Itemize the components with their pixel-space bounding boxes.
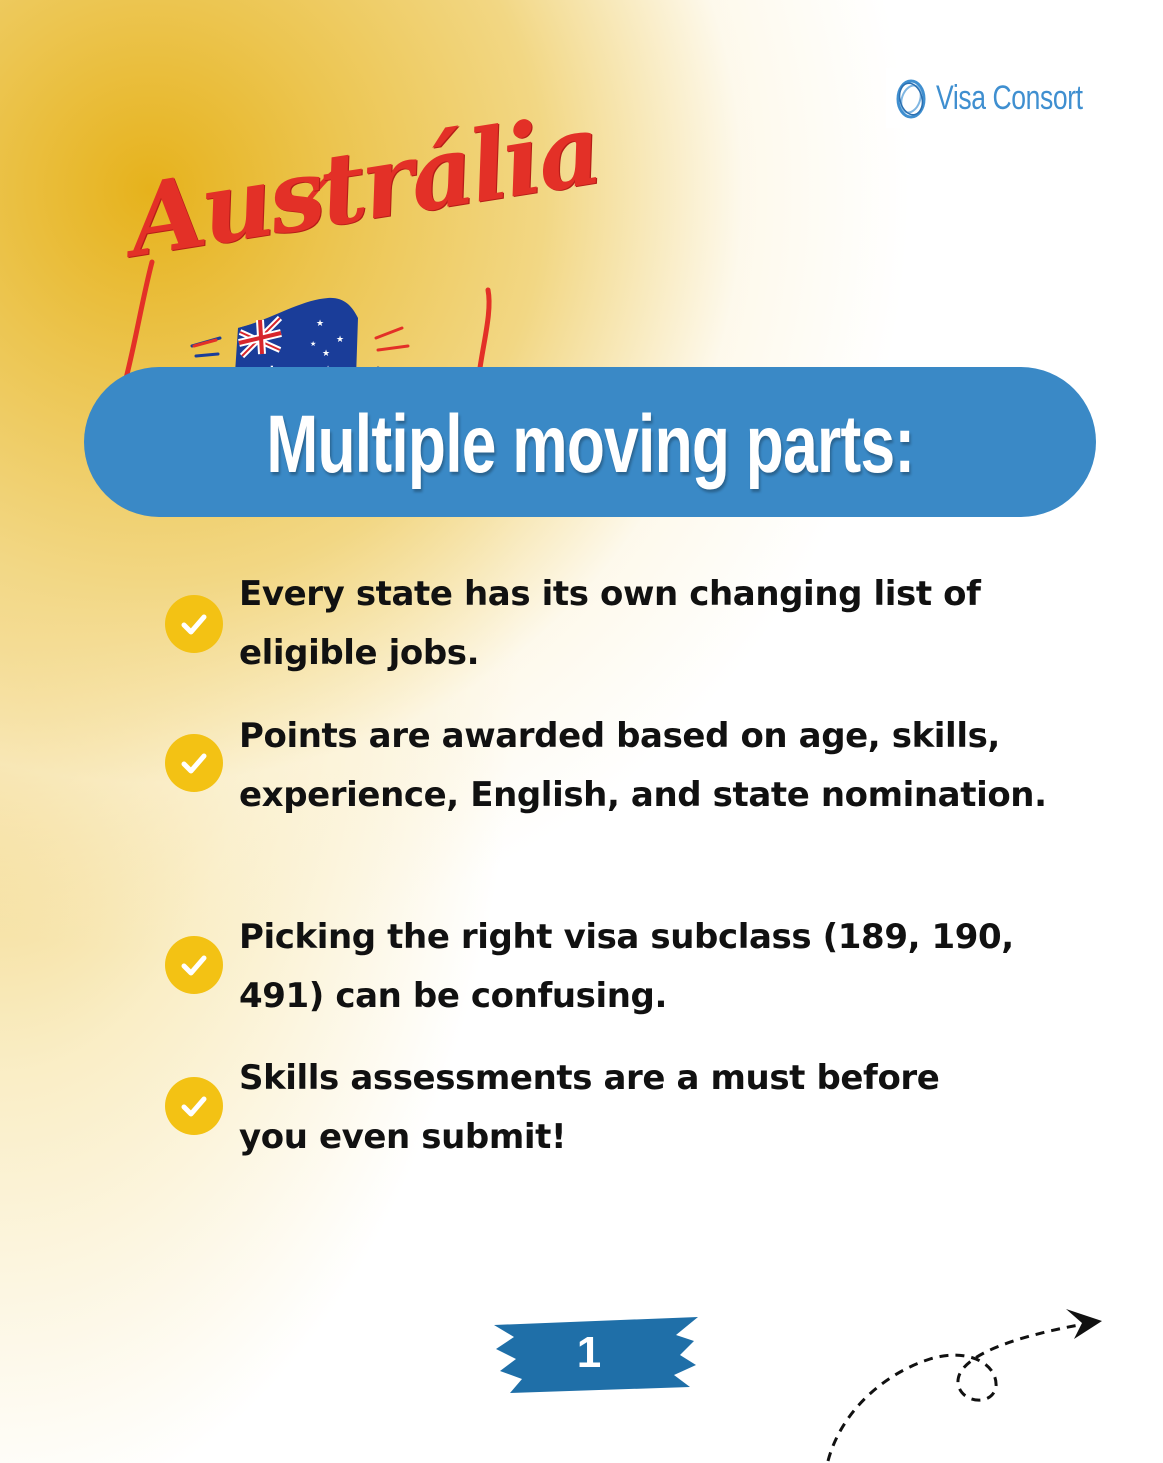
brand-logo — [886, 68, 1089, 128]
check-icon — [165, 595, 223, 653]
list-item-text: Picking the right visa subclass (189, 190, 491) can be confusing. — [239, 917, 1014, 1016]
svg-text:★: ★ — [336, 335, 345, 345]
list-item — [165, 908, 1085, 1026]
list-item — [165, 1049, 1009, 1167]
list-item-text: Skills assessments are a must before you even submit! — [239, 1058, 940, 1157]
title-banner — [84, 367, 1096, 517]
logo-swirl-icon — [892, 75, 930, 121]
flight-path-arrow-icon — [820, 1295, 1120, 1463]
svg-text:★: ★ — [322, 349, 331, 359]
list-item-text: Every state has its own changing list of eligible jobs. — [239, 574, 981, 673]
svg-text:★: ★ — [310, 340, 317, 348]
list-item — [165, 707, 1069, 825]
logo-text: Visa Consort — [936, 78, 1083, 117]
page-title: Multiple moving parts: — [265, 399, 915, 490]
list-item-text: Points are awarded based on age, skills, experience, English, and state nomination. — [239, 716, 1047, 815]
svg-text:★: ★ — [316, 319, 325, 329]
page-number: 1 — [576, 1328, 602, 1377]
check-icon — [165, 1077, 223, 1135]
list-item — [165, 565, 1085, 683]
script-title: Austrália — [120, 91, 607, 280]
check-icon — [165, 936, 223, 994]
check-icon — [165, 734, 223, 792]
